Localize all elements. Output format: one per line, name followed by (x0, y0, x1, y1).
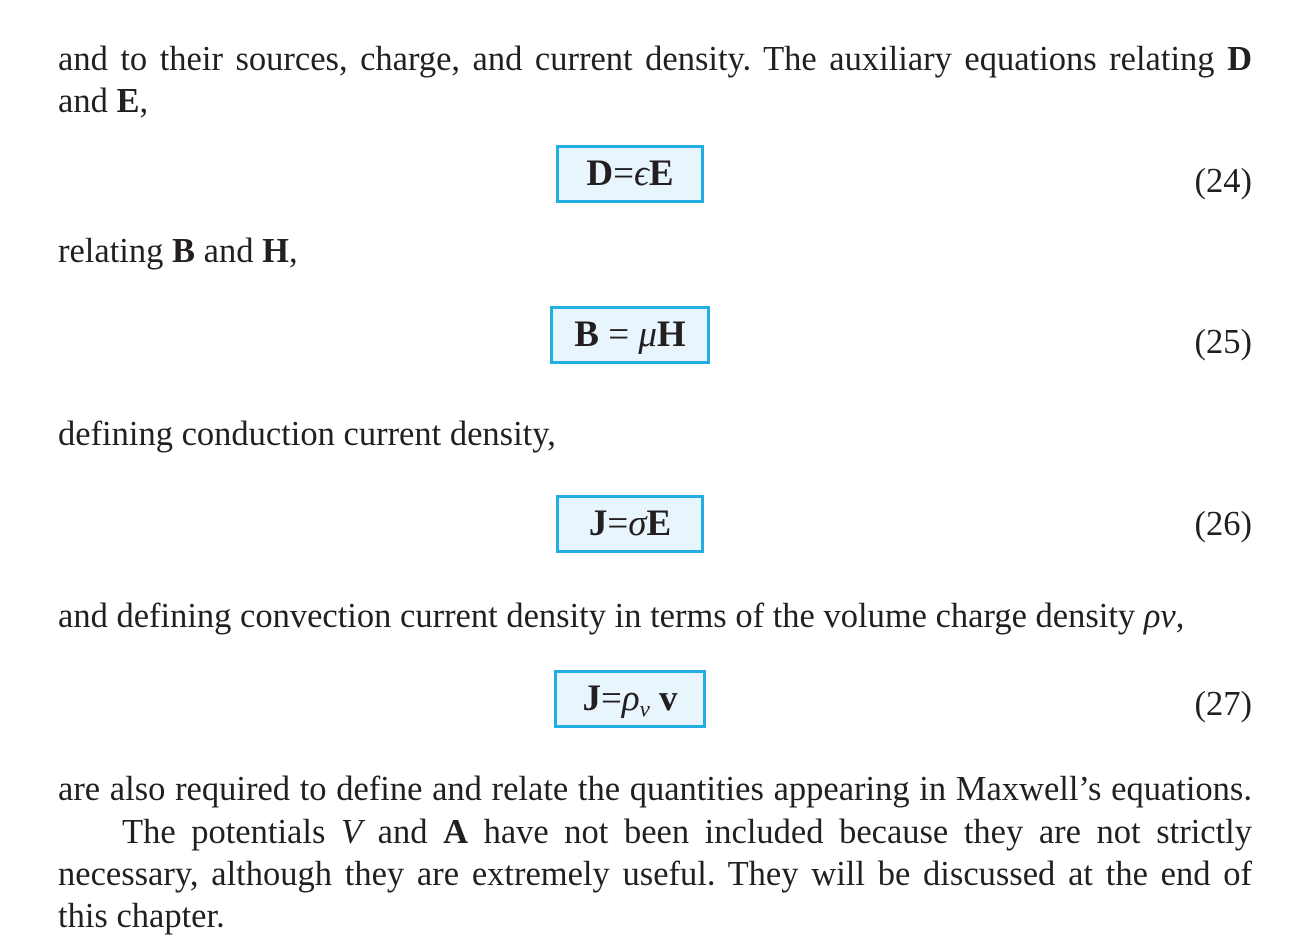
equation-number: (25) (1194, 323, 1252, 361)
text-span: defining conduction current density, (58, 415, 556, 453)
paragraph-line (58, 413, 1252, 455)
paragraph-line (58, 38, 1252, 80)
text-span: , (288, 232, 298, 270)
paragraph-line (122, 811, 1252, 853)
eq-rhs: H (656, 314, 686, 355)
text-span: The potentials (122, 813, 326, 851)
eq-rhs: v (659, 678, 678, 719)
equation-number: (24) (1194, 162, 1252, 200)
eq-symbol: σ (628, 503, 647, 544)
eq-subscript: v (639, 696, 650, 722)
text-span: and to their sources, charge, and current density. The auxiliary equations relating (58, 40, 1215, 78)
eq-symbol: ρ (621, 678, 640, 719)
equation-box (556, 495, 704, 553)
text-span: and (203, 232, 254, 270)
eq-rhs: E (646, 503, 672, 544)
text-span: this chapter. (58, 897, 225, 935)
text-span: are also required to define and relate the quantities appearing in Maxwell’s equations. (58, 770, 1252, 808)
symbol-H: H (262, 232, 289, 270)
eq-lhs: J (588, 503, 608, 544)
eq-lhs: B (574, 314, 599, 355)
symbol-D: D (1227, 40, 1253, 78)
eq-equals: = (608, 314, 630, 355)
paragraph-line (58, 230, 1252, 272)
eq-equals: = (600, 678, 622, 719)
text-span: necessary, although they are extremely useful. They will be discussed at the end of (58, 855, 1252, 893)
symbol-V: V (340, 813, 363, 851)
paragraph-line (58, 768, 1252, 810)
text-span: , (1175, 597, 1185, 635)
eq-symbol: μ (638, 314, 657, 355)
text-span: and (377, 813, 428, 851)
eq-lhs: J (582, 678, 601, 719)
symbol-rho-v: ρv (1143, 597, 1176, 635)
paragraph-line (58, 80, 1252, 122)
eq-equals: = (607, 503, 629, 544)
equation-box (550, 306, 710, 364)
eq-equals: = (613, 153, 634, 194)
text-span: and defining convection current density in terms of the volume charge density (58, 597, 1136, 635)
text-span: relating (58, 232, 164, 270)
equation-number: (27) (1194, 685, 1252, 723)
paragraph-line (58, 895, 1252, 937)
symbol-E: E (116, 82, 140, 120)
symbol-A: A (443, 813, 468, 851)
text-span: , (139, 82, 149, 120)
eq-symbol: ϵ (634, 153, 649, 194)
equation-box (554, 670, 706, 728)
equation-number: (26) (1194, 505, 1252, 543)
eq-lhs: D (586, 153, 614, 194)
symbol-B: B (172, 232, 196, 270)
paragraph-line (58, 595, 1252, 637)
eq-rhs: E (648, 153, 674, 194)
text-span: have not been included because they are not strictly (483, 813, 1253, 851)
equation-box (556, 145, 704, 203)
paragraph-line (58, 853, 1252, 895)
text-span: and (58, 82, 108, 120)
